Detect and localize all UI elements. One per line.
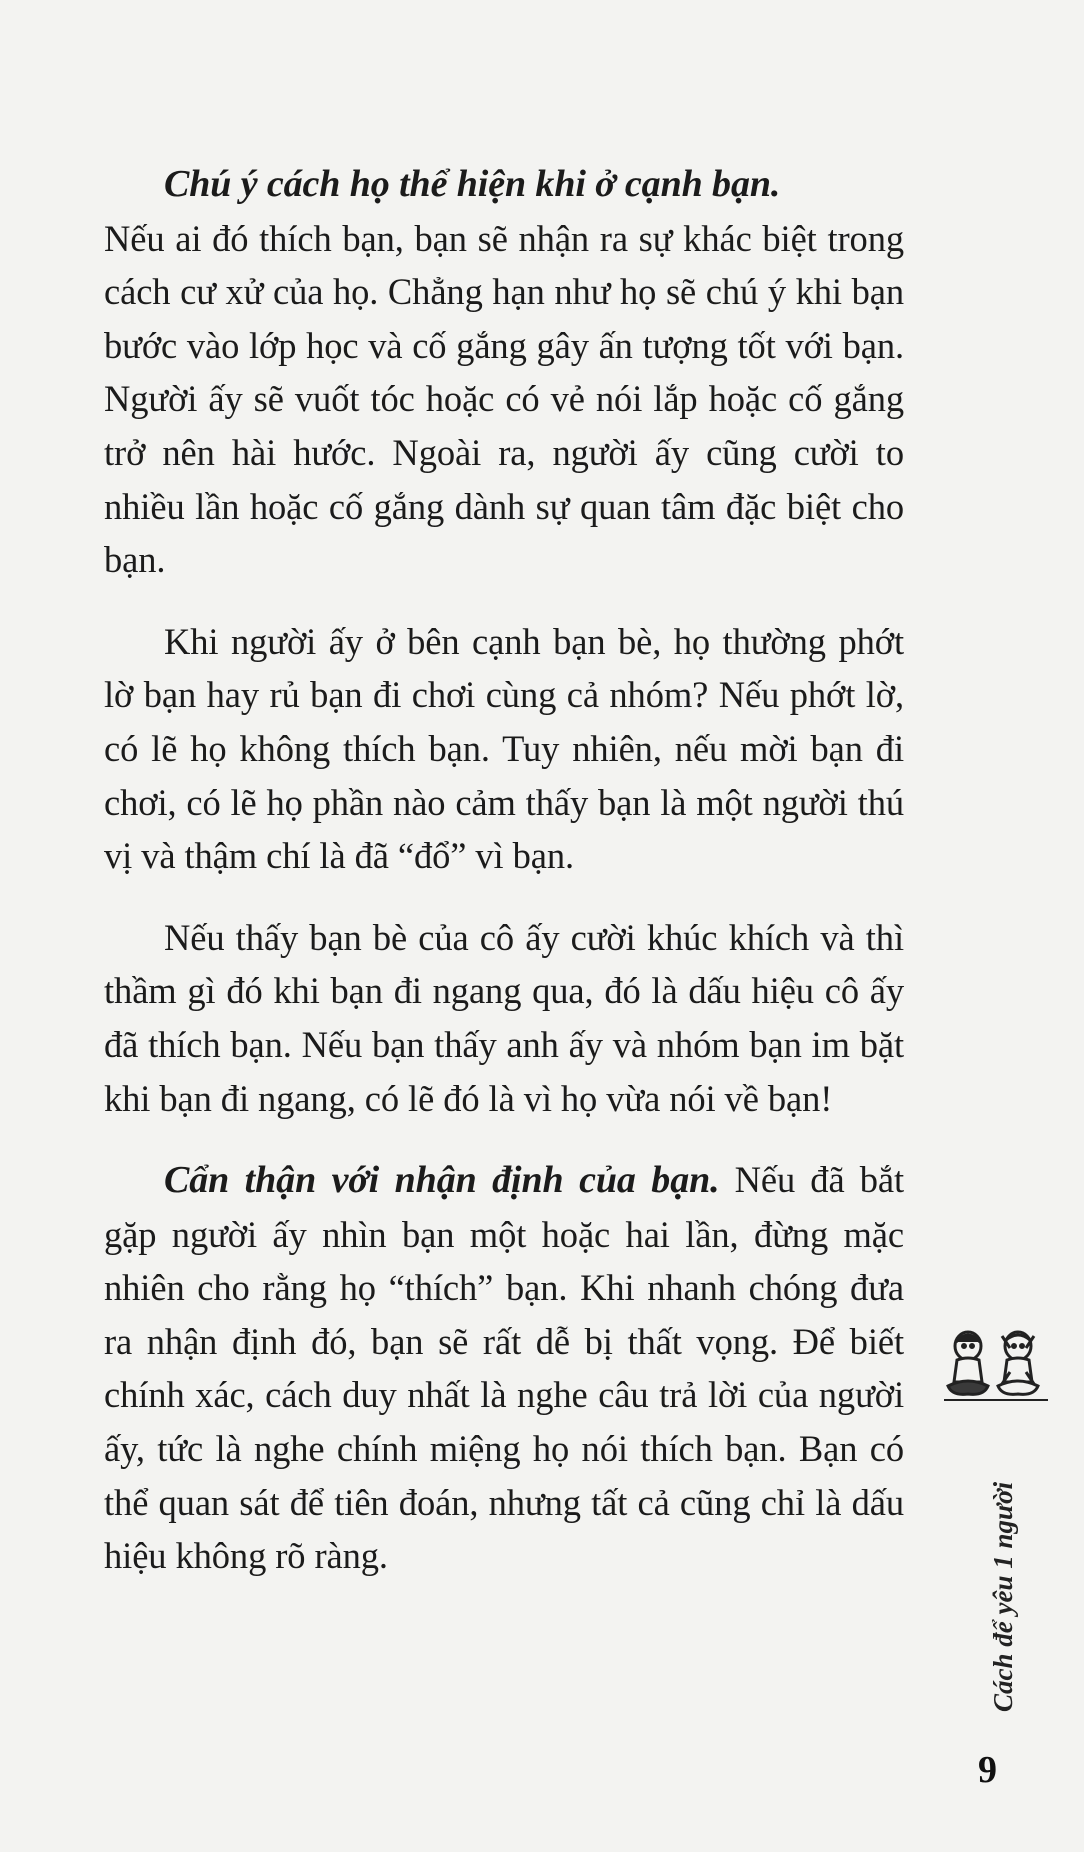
page-body	[104, 158, 904, 1611]
section-heading-1: Chú ý cách họ thể hiện khi ở cạnh bạn.	[164, 163, 781, 205]
paragraph-4	[104, 1153, 904, 1583]
paragraph-1-text: Nếu ai đó thích bạn, bạn sẽ nhận ra sự khác biệt trong cách cư xử của họ. Chẳng hạn như họ sẽ chú ý khi bạn bước vào lớp học và cố gắng gây ấn tượng tốt với bạn. Người ấy sẽ vuốt tóc hoặc có vẻ nói lắp hoặc cố gắng trở nên hài hước. Ngoài ra, người ấy cũng cười to nhiều lần hoặc cố gắng dành sự quan tâm đặc biệt cho bạn.	[104, 217, 904, 581]
section-heading-2: Cẩn thận với nhận định của bạn.	[164, 1159, 720, 1202]
paragraph-4-text: Nếu đã bắt gặp người ấy nhìn bạn một hoặc hai lần, đừng mặc nhiên cho rằng họ “thích” bạn. Khi nhanh chóng đưa ra nhận định đó, bạn sẽ rất dễ bị thất vọng. Để biết chính xác, cách duy nhất là nghe câu trả lời của người ấy, tức là nghe chính miệng họ nói thích bạn. Bạn có thể quan sát để tiên đoán, nhưng tất cả cũng chỉ là dấu hiệu không rõ ràng.	[104, 1159, 904, 1577]
paragraph-1	[104, 158, 904, 587]
paragraph-3: Nếu thấy bạn bè của cô ấy cười khúc khích và thì thầm gì đó khi bạn đi ngang qua, đó là dấu hiệu cô ấy đã thích bạn. Nếu bạn thấy anh ấy và nhóm bạn im bặt khi bạn đi ngang, có lẽ đó là vì họ vừa nói về bạn!	[104, 916, 904, 1119]
paragraph-2: Khi người ấy ở bên cạnh bạn bè, họ thường phớt lờ bạn hay rủ bạn đi chơi cùng cả nhóm? Nếu phớt lờ, có lẽ họ không thích bạn. Tuy nhiên, nếu mời bạn đi chơi, có lẽ họ phần nào cảm thấy bạn là một người thú vị và thậm chí là đã “đổ” vì bạn.	[104, 620, 904, 877]
book-title-vertical: Cách để yêu 1 người	[988, 1481, 1018, 1712]
page-number: 9	[978, 1749, 997, 1791]
two-children-sitting-icon	[944, 1326, 1048, 1404]
